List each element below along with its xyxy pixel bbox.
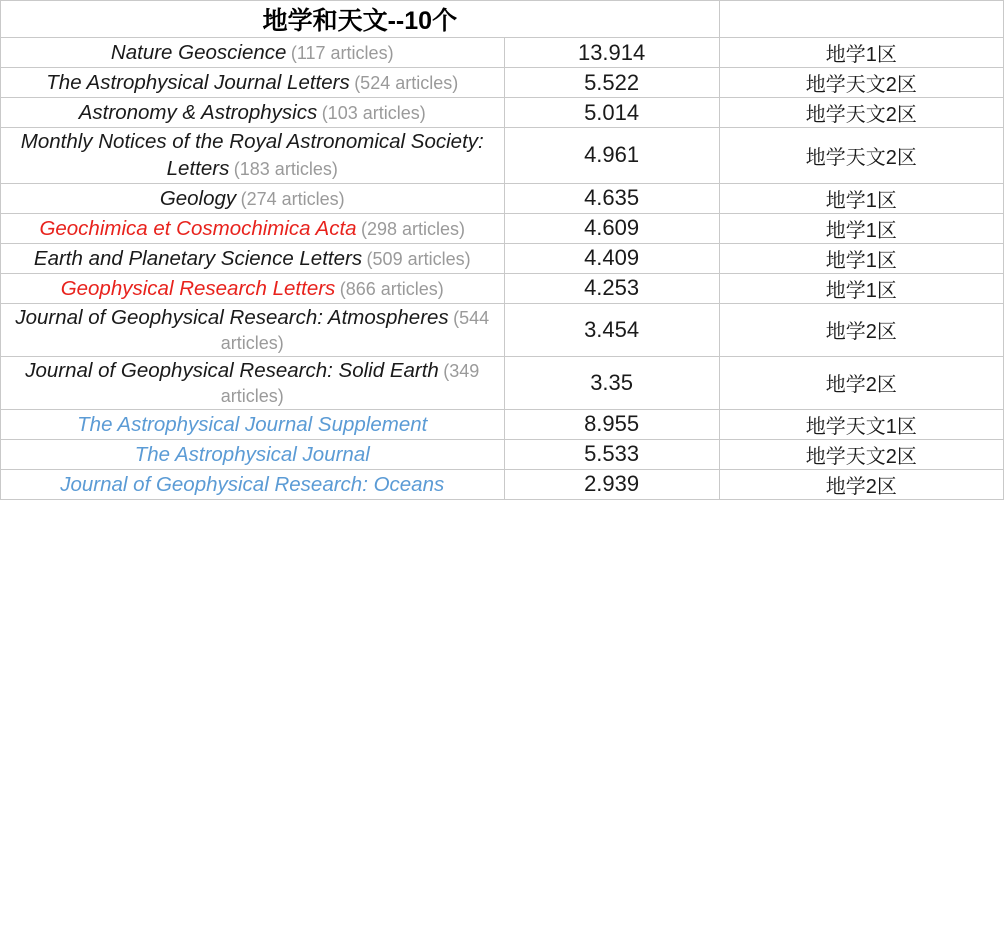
journal-name-cell[interactable]: [1, 98, 505, 128]
journal-name: Geophysical Research Letters: [60, 276, 336, 300]
table-row: [1, 68, 1004, 98]
journal-name-cell[interactable]: [1, 243, 505, 273]
zone-cell: 地学1区: [719, 213, 1003, 243]
journal-name: Geochimica et Cosmochimica Acta: [39, 216, 357, 240]
impact-factor-cell: 5.522: [504, 68, 719, 98]
article-count: (866 articles): [339, 278, 444, 299]
zone-cell: 地学1区: [719, 183, 1003, 213]
impact-factor-cell: 4.409: [504, 243, 719, 273]
article-count: (183 articles): [233, 159, 338, 180]
table-row: [1, 183, 1004, 213]
journal-name: Earth and Planetary Science Letters: [33, 246, 363, 270]
impact-factor-cell: 4.635: [504, 183, 719, 213]
zone-cell: 地学2区: [719, 303, 1003, 356]
journal-name-cell[interactable]: [1, 128, 505, 184]
header-blank-cell: [719, 1, 1003, 38]
table-row: [1, 38, 1004, 68]
journal-name: Journal of Geophysical Research: Atmospheres: [15, 305, 449, 329]
impact-factor-cell: 4.253: [504, 273, 719, 303]
zone-cell: 地学天文2区: [719, 98, 1003, 128]
journal-name-cell[interactable]: [1, 303, 505, 356]
impact-factor-cell: 5.014: [504, 98, 719, 128]
journal-name: Journal of Geophysical Research: Oceans: [60, 472, 445, 496]
table-row: [1, 303, 1004, 356]
table-row: [1, 98, 1004, 128]
table-header-row: [1, 1, 1004, 38]
table-row: [1, 439, 1004, 469]
journal-name: Journal of Geophysical Research: Solid Earth: [25, 358, 439, 382]
journal-name-cell[interactable]: [1, 68, 505, 98]
journal-name: The Astrophysical Journal: [134, 442, 370, 466]
table-row: [1, 356, 1004, 409]
journal-name-cell[interactable]: [1, 356, 505, 409]
journal-name: Monthly Notices of the Royal Astronomical Society: Letters: [20, 130, 484, 181]
article-count: (274 articles): [240, 188, 345, 209]
table-row: [1, 409, 1004, 439]
zone-cell: 地学天文2区: [719, 68, 1003, 98]
journal-name-cell[interactable]: [1, 469, 505, 499]
impact-factor-cell: 3.454: [504, 303, 719, 356]
zone-cell: 地学天文1区: [719, 409, 1003, 439]
page-title: 地学和天文--10个: [1, 1, 720, 38]
table-row: [1, 213, 1004, 243]
table-row: [1, 243, 1004, 273]
impact-factor-cell: 4.609: [504, 213, 719, 243]
impact-factor-cell: 2.939: [504, 469, 719, 499]
journal-name-cell[interactable]: [1, 273, 505, 303]
journal-name-cell[interactable]: [1, 409, 505, 439]
journal-name: Geology: [159, 186, 237, 210]
article-count: (349 articles): [220, 360, 480, 407]
journal-name-cell[interactable]: [1, 439, 505, 469]
journal-name: Nature Geoscience: [110, 40, 287, 64]
article-count: (117 articles): [290, 42, 394, 63]
article-count: (103 articles): [321, 102, 426, 123]
zone-cell: 地学天文2区: [719, 128, 1003, 184]
impact-factor-cell: 4.961: [504, 128, 719, 184]
journal-name: Astronomy & Astrophysics: [78, 100, 318, 124]
journal-name: The Astrophysical Journal Letters: [46, 70, 350, 94]
impact-factor-cell: 13.914: [504, 38, 719, 68]
table-row: [1, 128, 1004, 184]
zone-cell: 地学1区: [719, 38, 1003, 68]
table-row: [1, 273, 1004, 303]
zone-cell: 地学天文2区: [719, 439, 1003, 469]
table-row: [1, 469, 1004, 499]
impact-factor-cell: 3.35: [504, 356, 719, 409]
zone-cell: 地学2区: [719, 356, 1003, 409]
article-count: (509 articles): [366, 248, 471, 269]
article-count: (544 articles): [220, 307, 490, 354]
zone-cell: 地学1区: [719, 273, 1003, 303]
article-count: (524 articles): [354, 72, 459, 93]
zone-cell: 地学1区: [719, 243, 1003, 273]
impact-factor-cell: 5.533: [504, 439, 719, 469]
journal-name-cell[interactable]: [1, 38, 505, 68]
article-count: (298 articles): [361, 218, 466, 239]
impact-factor-cell: 8.955: [504, 409, 719, 439]
journal-name-cell[interactable]: [1, 183, 505, 213]
zone-cell: 地学2区: [719, 469, 1003, 499]
journal-name-cell[interactable]: [1, 213, 505, 243]
journal-name: The Astrophysical Journal Supplement: [77, 412, 428, 436]
